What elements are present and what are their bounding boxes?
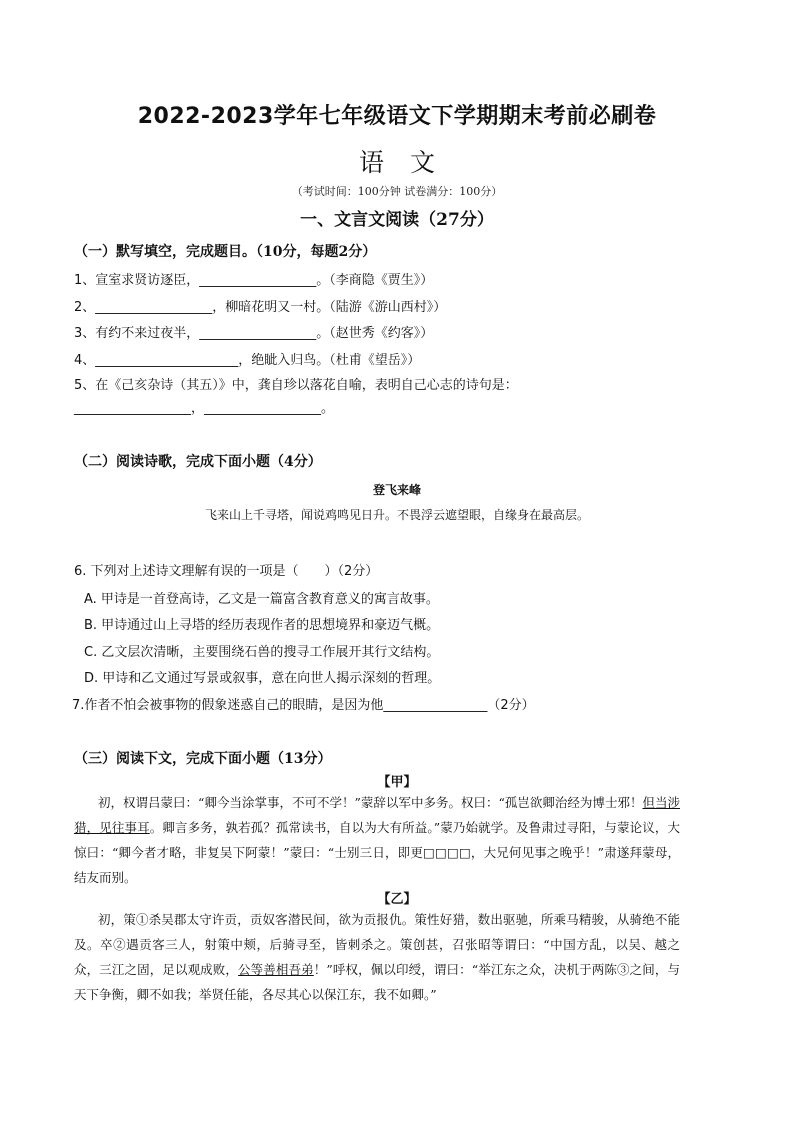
passage-a <box>74 790 680 890</box>
exam-title: 2022-2023学年七年级语文下学期期末考前必刷卷 <box>137 104 657 129</box>
passage-a-text-1: 初，权谓吕蒙曰：“卿今当涂掌事，不可不学！”蒙辞以军中多务。权曰：“孤岂欲卿治经为博士邪！ <box>98 795 643 810</box>
passage-a-tag: 【甲】 <box>377 775 417 790</box>
exam-meta: （考试时间：100分钟 试卷满分：100分） <box>291 185 503 198</box>
poem-text: 飞来山上千寻塔，闻说鸡鸣见日升。不畏浮云遮望眼，自缘身在最高层。 <box>204 508 589 522</box>
part1-heading: （一）默写填空，完成题目。（10分，每题2分） <box>74 244 377 260</box>
passage-a-underlined: 但当涉猎，见往事耳 <box>74 795 680 835</box>
poem-title: 登飞来峰 <box>372 483 421 497</box>
question-6: 6. 下列对上述诗文理解有误的一项是（ ）（2分） <box>74 564 379 579</box>
passage-a-text-2: 。卿言多务，孰若孤？孤常读书，自以为大有所益。”蒙乃始就学。及鲁肃过寻阳，与蒙论议，大惊曰：“卿今者才略，非复吴下阿蒙！”蒙曰：“士别三日，即更□□□□，大兄何见事之晚乎！”肃遂拜蒙母，结友而别。 <box>74 820 680 885</box>
question-1: 1、宣室求贤访逐臣，__________________。（李商隐《贾生》） <box>74 273 434 288</box>
option-b: B. 甲诗通过山上寻塔的经历表现作者的思想境界和豪迈气概。 <box>84 618 440 633</box>
option-a: A. 甲诗是一首登高诗，乙文是一篇富含教育意义的寓言故事。 <box>84 592 439 607</box>
question-5: 5、在《己亥杂诗（其五）》中，龚自珍以落花自喻，表明自己心志的诗句是： <box>74 378 518 393</box>
passage-b-tag: 【乙】 <box>377 892 417 907</box>
subject-title: 语文 <box>358 148 461 177</box>
option-c: C. 乙文层次清晰，主要围绕石兽的搜寻工作展开其行文结构。 <box>84 645 440 660</box>
passage-b-underlined: 公等善相吾弟 <box>238 962 314 977</box>
question-3: 3、有约不来过夜半，__________________。（赵世秀《约客》） <box>74 326 434 341</box>
part3-heading: （三）阅读下文，完成下面小题（13分） <box>74 751 332 767</box>
question-2: 2、__________________，柳暗花明又一村。（陆游《游山西村》） <box>74 300 447 315</box>
passage-b <box>74 907 680 1007</box>
part2-heading: （二）阅读诗歌，完成下面小题（4分） <box>74 454 322 470</box>
option-d: D. 甲诗和乙文通过写景或叙事，意在向世人揭示深刻的哲理。 <box>84 671 441 686</box>
question-7: 7.作者不怕会被事物的假象迷惑自己的眼睛，是因为他________________（2分） <box>72 698 535 713</box>
question-4: 4、______________________，绝眦入归鸟。（杜甫《望岳》） <box>74 353 421 368</box>
section-title: 一、文言文阅读（27分） <box>300 210 494 230</box>
question-5-blank: __________________，__________________。 <box>74 401 335 416</box>
passage-b-text-2: ！”呼权，佩以印绶，谓曰：“举江东之众，决机于两陈③之间，与天下争衡，卿不如我；举贤任能，各尽其心以保江东，我不如卿。” <box>74 962 680 1002</box>
passage-b-text-1: 初，策①杀吴郡太守许贡，贡奴客潜民间，欲为贡报仇。策性好猎，数出驱驰，所乘马精骏，从骑绝不能及。卒②遇贡客三人，射策中颊，后骑寻至，皆刺杀之。策创甚，召张昭等谓曰：“中国方乱，以吴、越之众，三江之固，足以观成败， <box>74 912 680 977</box>
